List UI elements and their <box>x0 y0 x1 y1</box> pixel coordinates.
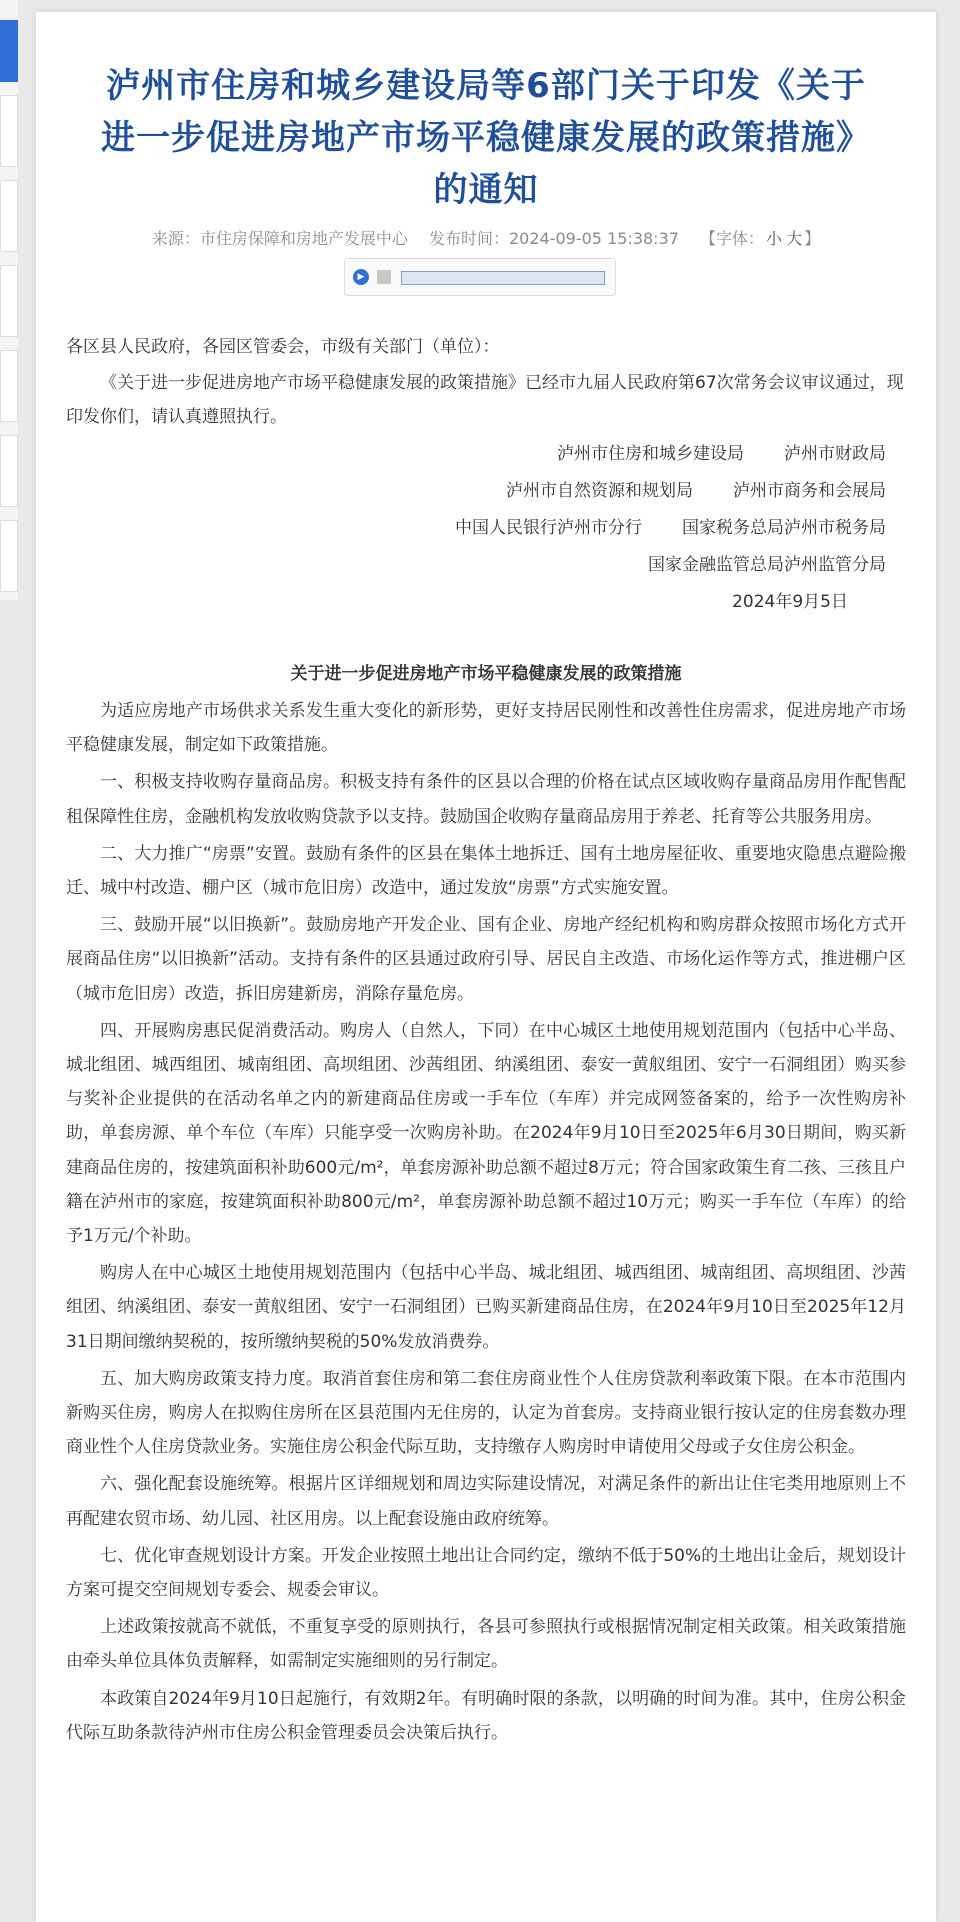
signer: 泸州市商务和会展局 <box>733 481 886 501</box>
font-large-button[interactable]: 大 <box>786 229 803 248</box>
signer: 泸州市自然资源和规划局 <box>506 481 693 501</box>
stop-icon[interactable] <box>377 270 391 284</box>
signer: 泸州市财政局 <box>784 444 886 464</box>
source-text: 来源：市住房保障和房地产发展中心 <box>151 229 408 248</box>
signer: 国家税务总局泸州市税务局 <box>682 518 886 538</box>
sidebar-tab[interactable] <box>0 435 18 507</box>
audio-player <box>344 258 616 296</box>
article-page <box>36 12 936 1922</box>
signer: 中国人民银行泸州市分行 <box>455 518 642 538</box>
sidebar-tab[interactable] <box>0 350 18 422</box>
font-size-control <box>700 229 820 248</box>
paragraph: 购房人在中心城区土地使用规划范围内（包括中心半岛、城北组团、城西组团、城南组团、高坝组团、沙茜组团、纳溪组团、泰安一黄舣组团、安宁一石洞组团）已购买新建商品住房，在2024年9月10日至2025年12月31日期间缴纳契税的，按所缴纳契税的50%发放消费券。 <box>66 1263 906 1352</box>
addressee: 各区县人民政府，各园区管委会，市级有关部门（单位）： <box>66 337 500 357</box>
sidebar-tab[interactable] <box>0 95 18 167</box>
paragraph: 七、优化审查规划设计方案。开发企业按照土地出让合同约定，缴纳不低于50%的土地出让金后，规划设计方案可提交空间规划专委会、规委会审议。 <box>66 1545 906 1601</box>
paragraph: 四、开展购房惠民促消费活动。购房人（自然人，下同）在中心城区土地使用规划范围内（包括中心半岛、城北组团、城西组团、城南组团、高坝组团、沙茜组团、纳溪组团、泰安一黄舣组团、安宁一石洞组团）购买参与奖补企业提供的在活动名单之内的新建商品住房或一手车位（车库）并完成网签备案的，给予一次性购房补助，单套房源、单个车位（车库）只能享受一次购房补助。在2024年9月10日至2025年6月30日期间，购买新建商品住房的，按建筑面积补助600元/m²，单套房源补助总额不超过8万元；符合国家政策生育二孩、三孩且户籍在泸州市的家庭，按建筑面积补助800元/m²，单套房源补助总额不超过10万元；购买一手车位（车库）的给予1万元/个补助。 <box>66 1020 906 1247</box>
sidebar-tab[interactable] <box>0 265 18 337</box>
sidebar-tab-active[interactable] <box>0 20 18 82</box>
signer: 国家金融监管总局泸州监管分局 <box>648 555 886 575</box>
article-meta <box>96 226 876 249</box>
policy-content <box>66 694 906 1753</box>
signing-date: 2024年9月5日 <box>732 592 848 612</box>
sidebar-tab[interactable] <box>0 180 18 252</box>
font-small-button[interactable]: 小 <box>766 229 783 248</box>
audio-progress-bar[interactable] <box>401 271 605 285</box>
signer-row <box>455 436 886 473</box>
page-title: 泸州市住房和城乡建设局等6部门关于印发《关于进一步促进房地产市场平稳健康发展的政策措施》的通知 <box>101 66 871 210</box>
paragraph: 一、积极支持收购存量商品房。积极支持有条件的区县以合理的价格在试点区域收购存量商品房用作配售配租保障性住房，金融机构发放收购贷款予以支持。鼓励国企收购存量商品房用于养老、托育等公共服务用房。 <box>66 772 906 827</box>
paragraph: 本政策自2024年9月10日起施行，有效期2年。有明确时限的条款，以明确的时间为准。其中，住房公积金代际互助条款待泸州市住房公积金管理委员会决策后执行。 <box>66 1688 906 1743</box>
paragraph: 为适应房地产市场供求关系发生重大变化的新形势，更好支持居民刚性和改善性住房需求，促进房地产市场平稳健康发展，制定如下政策措施。 <box>66 701 906 756</box>
paragraph: 二、大力推广“房票”安置。鼓励有条件的区县在集体土地拆迁、国有土地房屋征收、重要地灾隐患点避险搬迁、城中村改造、棚户区（城市危旧房）改造中，通过发放“房票”方式实施安置。 <box>66 843 906 899</box>
document-heading: 关于进一步促进房地产市场平稳健康发展的政策措施 <box>290 664 682 684</box>
font-label-end: 】 <box>804 229 821 248</box>
signer: 泸州市住房和城乡建设局 <box>557 444 744 464</box>
intro-paragraph: 《关于进一步促进房地产市场平稳健康发展的政策措施》已经市九届人民政府第67次常务会议审议通过，现印发你们，请认真遵照执行。 <box>66 373 904 427</box>
signer-row <box>455 473 886 510</box>
paragraph: 五、加大购房政策支持力度。取消首套住房和第二套住房商业性个人住房贷款利率政策下限。在本市范围内新购买住房，购房人在拟购住房所在区县范围内无住房的，认定为首套房。支持商业银行按认定的住房套数办理商业性个人住房贷款业务。实施住房公积金代际互助，支持缴存人购房时申请使用父母或子女住房公积金。 <box>66 1368 906 1458</box>
publish-time: 发布时间：2024-09-05 15:38:37 <box>429 229 679 248</box>
left-sidebar <box>0 0 18 600</box>
sidebar-tab[interactable] <box>0 520 18 592</box>
paragraph: 上述政策按就高不就低，不重复享受的原则执行，各县可参照执行或根据情况制定相关政策。相关政策措施由牵头单位具体负责解释，如需制定实施细则的另行制定。 <box>66 1617 906 1672</box>
font-label: 【字体： <box>700 229 765 248</box>
paragraph: 六、强化配套设施统筹。根据片区详细规划和周边实际建设情况，对满足条件的新出让住宅类用地原则上不再配建农贸市场、幼儿园、社区用房。以上配套设施由政府统筹。 <box>66 1474 906 1529</box>
paragraph: 三、鼓励开展“以旧换新”。鼓励房地产开发企业、国有企业、房地产经纪机构和购房群众按照市场化方式开展商品住房“以旧换新”活动。支持有条件的区县通过政府引导、居民自主改造、市场化运作等方式，推进棚户区（城市危旧房）改造，拆旧房建新房，消除存量危房。 <box>66 915 906 1004</box>
signer-row <box>455 510 886 547</box>
signing-departments <box>455 436 886 584</box>
play-icon[interactable]: ▶ <box>353 269 369 285</box>
